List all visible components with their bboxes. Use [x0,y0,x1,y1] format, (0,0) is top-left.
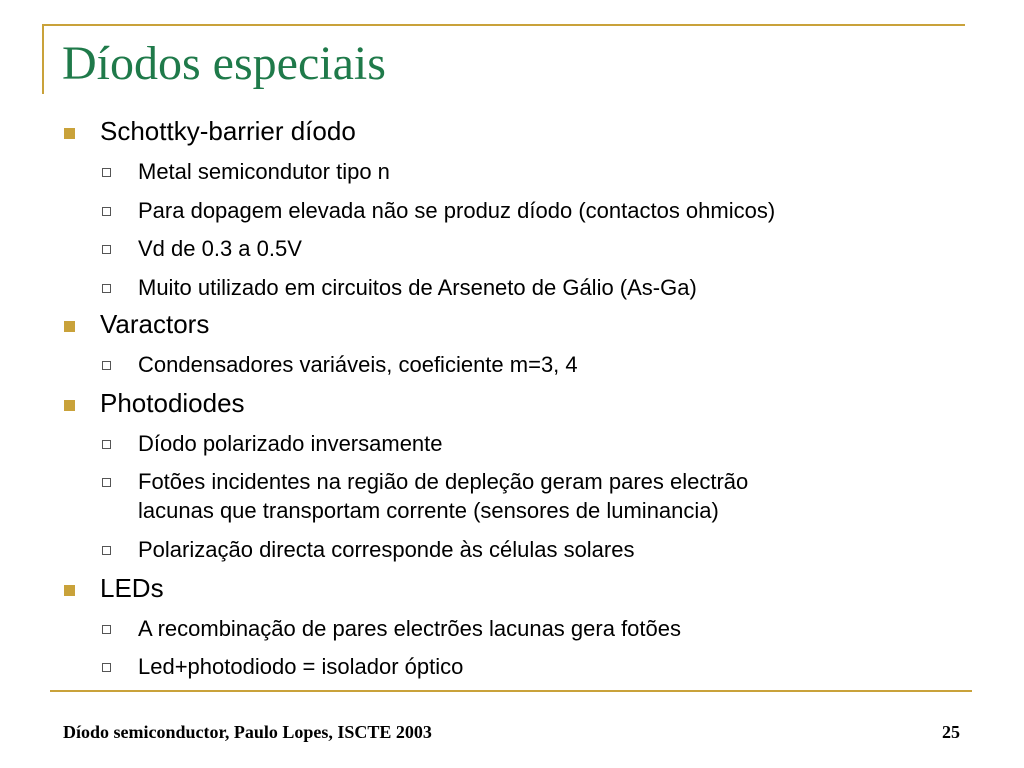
sub-bullet-square-icon [102,361,111,370]
slide-title: Díodos especiais [62,37,386,90]
sub-bullet-item-continuation: lacunas que transportam corrente (sensores de luminancia) [138,498,719,523]
bullet-square-icon [64,128,75,139]
sub-bullet-square-icon [102,546,111,555]
sub-bullet-square-icon [102,245,111,254]
sub-bullet-item: Polarização directa corresponde às células solares [138,537,635,562]
bullet-item: Photodiodes [100,388,245,418]
sub-bullet-square-icon [102,168,111,177]
sub-bullet-square-icon [102,284,111,293]
sub-bullet-item: Muito utilizado em circuitos de Arseneto de Gálio (As-Ga) [138,275,697,300]
bullet-square-icon [64,585,75,596]
sub-bullet-item: Para dopagem elevada não se produz díodo (contactos ohmicos) [138,198,776,223]
bullet-square-icon [64,321,75,332]
sub-bullet-square-icon [102,478,111,487]
sub-bullet-square-icon [102,625,111,634]
sub-bullet-item: Díodo polarizado inversamente [138,431,443,456]
sub-bullet-item: Condensadores variáveis, coeficiente m=3, 4 [138,352,578,377]
sub-bullet-item: Vd de 0.3 a 0.5V [138,236,302,261]
bullet-square-icon [64,400,75,411]
sub-bullet-square-icon [102,440,111,449]
page-number: 25 [942,722,960,742]
sub-bullet-square-icon [102,207,111,216]
sub-bullet-item: Metal semicondutor tipo n [138,159,390,184]
sub-bullet-square-icon [102,663,111,672]
footer-rule [50,690,972,692]
footer-text: Díodo semiconductor, Paulo Lopes, ISCTE 2003 [63,722,432,742]
sub-bullet-item: Fotões incidentes na região de depleção geram pares electrão [138,469,749,494]
bullet-item: Varactors [100,309,210,339]
bullet-item: LEDs [100,573,164,603]
sub-bullet-item: A recombinação de pares electrões lacunas gera fotões [138,616,681,641]
sub-bullet-item: Led+photodiodo = isolador óptico [138,654,464,679]
bullet-item: Schottky-barrier díodo [100,116,356,146]
